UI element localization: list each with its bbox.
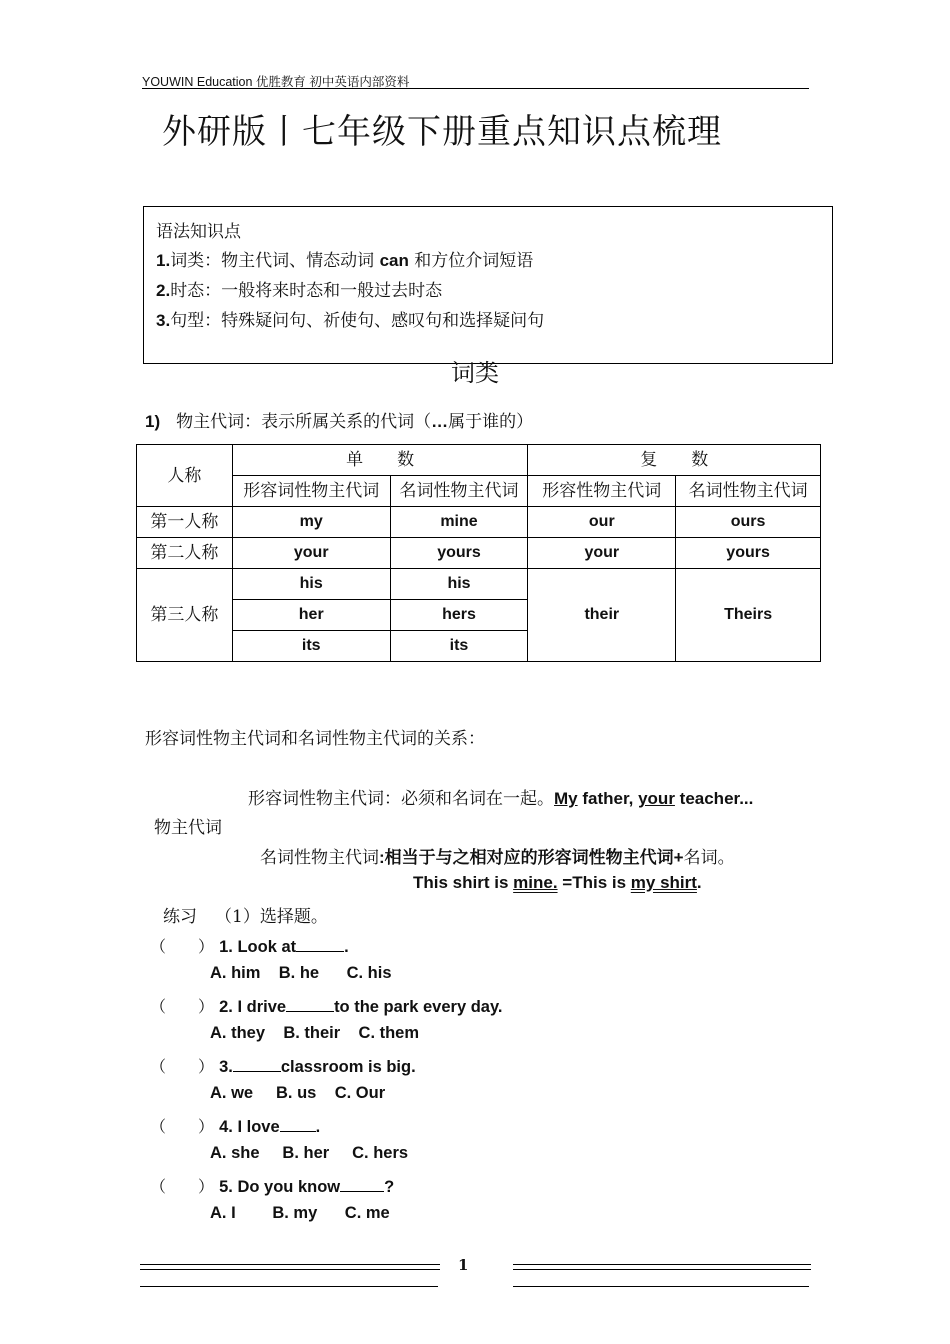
question-4: （ ） 4. I love .	[150, 1117, 321, 1136]
summary-heading: 语法知识点	[156, 222, 241, 242]
table-cell: my	[232, 507, 390, 538]
summary-item: 3.句型：特殊疑问句、祈使句、感叹句和选择疑问句	[156, 311, 545, 331]
col-header: 形容性物主代词	[528, 476, 676, 507]
person-header: 人称	[137, 445, 233, 507]
person-cell: 第二人称	[137, 538, 233, 569]
summary-item: 1.词类：物主代词、情态动词 can 和方位介词短语	[156, 251, 534, 271]
summary-box	[143, 206, 833, 364]
question-1: （ ） 1. Look at .	[150, 937, 349, 956]
table-cell: its	[232, 631, 390, 662]
relation-noun-line: 名词性物主代词:相当于与之相对应的形容词性物主代词+名词。	[260, 848, 735, 868]
question-options: A. she B. her C. hers	[210, 1144, 409, 1162]
table-cell: her	[232, 600, 390, 631]
footer-rule	[140, 1269, 440, 1270]
page-title: 外研版丨七年级下册重点知识点梳理	[162, 112, 722, 152]
table-cell: ours	[676, 507, 821, 538]
singular-header: 单 数	[232, 445, 528, 476]
footer-rule	[513, 1269, 811, 1270]
page-header: YOUWIN Education 优胜教育 初中英语内部资料	[142, 75, 410, 89]
table-cell: his	[390, 569, 528, 600]
table-cell: our	[528, 507, 676, 538]
table-cell: their	[528, 569, 676, 662]
header-rule	[142, 88, 809, 89]
answer-blank[interactable]	[233, 1057, 281, 1072]
relation-adj-line: 形容词性物主代词：必须和名词在一起。My father, your teacher...	[248, 789, 754, 809]
question-options: A. him B. he C. his	[210, 964, 392, 982]
relation-title: 形容词性物主代词和名词性物主代词的关系：	[145, 729, 485, 749]
section-title: 词类	[451, 359, 499, 387]
page-number: 1	[458, 1256, 469, 1274]
table-cell: yours	[390, 538, 528, 569]
question-2: （ ） 2. I drive to the park every day.	[150, 997, 503, 1016]
question-3: （ ） 3. classroom is big.	[150, 1057, 416, 1076]
table-cell: your	[528, 538, 676, 569]
answer-blank[interactable]	[340, 1177, 384, 1192]
col-header: 名词性物主代词	[676, 476, 821, 507]
pronoun-table	[136, 444, 821, 662]
answer-blank[interactable]	[286, 997, 334, 1012]
table-cell: mine	[390, 507, 528, 538]
table-cell: your	[232, 538, 390, 569]
footer-rule	[513, 1286, 809, 1287]
point-heading: 1) 物主代词：表示所属关系的代词（…属于谁的）	[145, 412, 534, 432]
footer-rule	[513, 1264, 811, 1265]
person-cell: 第一人称	[137, 507, 233, 538]
answer-blank[interactable]	[296, 937, 344, 952]
answer-blank[interactable]	[280, 1117, 316, 1132]
table-cell: hers	[390, 600, 528, 631]
footer-rule	[140, 1264, 440, 1265]
person-cell: 第三人称	[137, 569, 233, 662]
col-header: 形容词性物主代词	[232, 476, 390, 507]
relation-label: 物主代词	[154, 818, 222, 838]
question-options: A. they B. their C. them	[210, 1024, 420, 1042]
table-cell: his	[232, 569, 390, 600]
question-options: A. I B. my C. me	[210, 1204, 390, 1222]
exercise-heading: 练习 （1）选择题。	[163, 907, 328, 927]
table-cell: Theirs	[676, 569, 821, 662]
question-options: A. we B. us C. Our	[210, 1084, 386, 1102]
table-cell: its	[390, 631, 528, 662]
question-5: （ ） 5. Do you know ?	[150, 1177, 395, 1196]
col-header: 名词性物主代词	[390, 476, 528, 507]
relation-example: This shirt is mine. =This is my shirt.	[413, 873, 702, 892]
summary-item: 2.时态：一般将来时态和一般过去时态	[156, 281, 443, 301]
footer-rule	[140, 1286, 438, 1287]
plural-header: 复 数	[528, 445, 821, 476]
table-cell: yours	[676, 538, 821, 569]
